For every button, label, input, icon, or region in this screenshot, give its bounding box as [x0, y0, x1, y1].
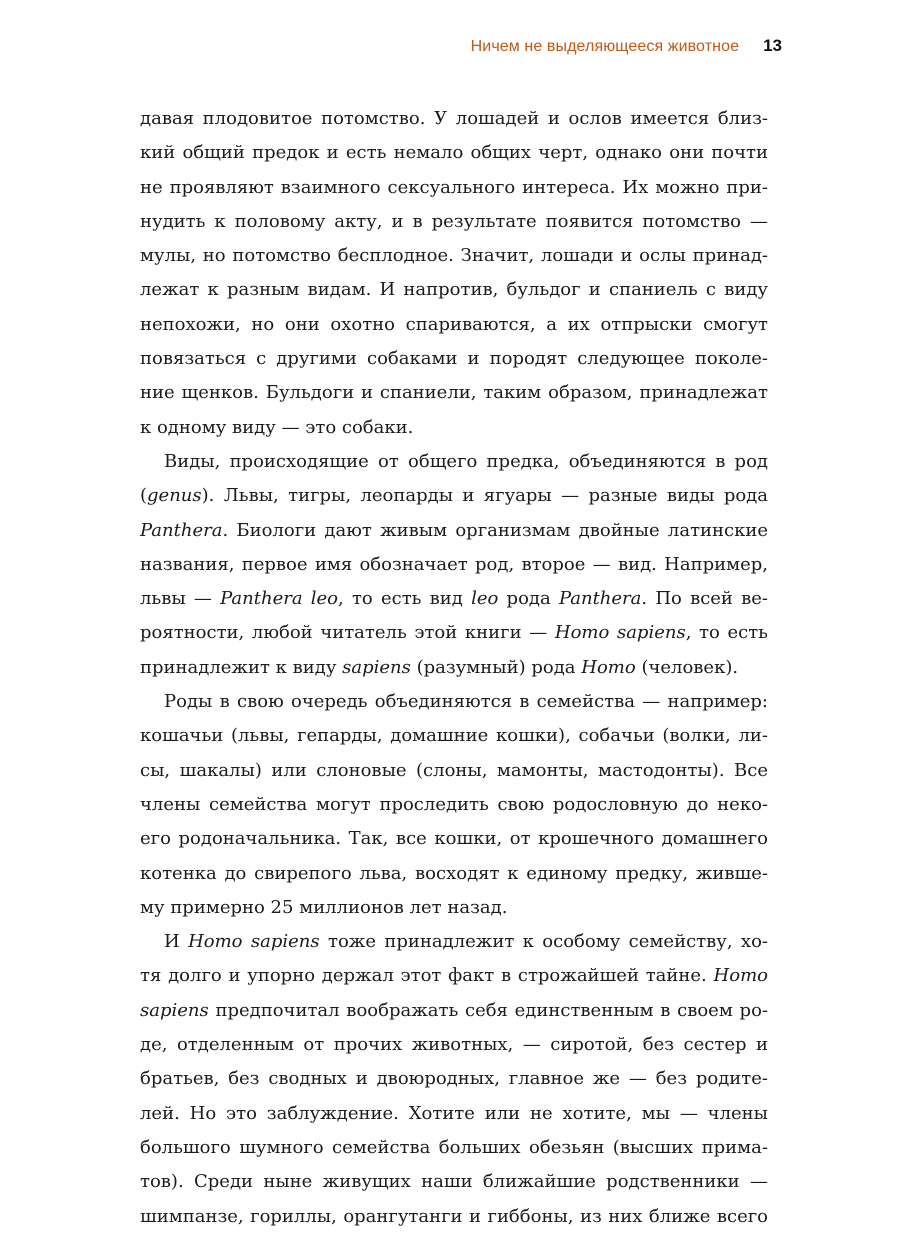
text-segment: ). Львы, тигры, леопарды и ягуары — разные виды рода — [201, 485, 768, 507]
text-segment: не проявляют взаимного сексуального интереса. Их можно при- — [140, 176, 768, 198]
text-line — [140, 171, 768, 205]
text-segment: лежат к разным видам. И напротив, бульдог и спаниель с виду — [140, 279, 768, 301]
text-line — [140, 925, 768, 959]
text-segment: кошачьи (львы, гепарды, домашние кошки), собачьи (волки, ли- — [140, 725, 768, 747]
text-segment: члены семейства могут проследить свою родословную до неко- — [140, 793, 768, 815]
text-line — [140, 857, 768, 891]
text-segment: ( — [140, 485, 148, 507]
text-line — [140, 616, 768, 650]
text-segment: му примерно 25 миллионов лет назад. — [140, 896, 508, 918]
text-line — [140, 1097, 768, 1131]
text-segment: давая плодовитое потомство. У лошадей и ослов имеется близ- — [140, 108, 768, 129]
text-line — [140, 959, 768, 993]
italic-term: Homo — [713, 965, 768, 987]
text-segment: предпочитал воображать себя единственным в своем ро- — [208, 999, 768, 1021]
paragraph — [140, 685, 768, 925]
text-segment: , то есть — [685, 622, 768, 644]
text-segment: . По всей ве- — [641, 588, 769, 610]
page-number: 13 — [763, 36, 782, 55]
text-segment: братьев, без сводных и двоюродных, главное же — без родите- — [140, 1068, 768, 1090]
text-line — [140, 1200, 768, 1234]
text-segment: И — [164, 931, 189, 953]
text-segment: Роды в свою очередь объединяются в семейства — например: — [164, 691, 768, 713]
text-line — [140, 1165, 768, 1199]
text-segment: его родоначальника. Так, все кошки, от крошечного домашнего — [140, 828, 768, 850]
text-segment: сы, шакалы) или слоновые (слоны, мамонты, мастодонты). Все — [140, 759, 768, 781]
text-line — [140, 994, 768, 1028]
italic-term: sapiens — [140, 999, 209, 1021]
text-segment: нудить к половому акту, и в результате появится потомство — — [140, 210, 768, 232]
italic-term: sapiens — [342, 656, 411, 678]
text-segment: рода — [498, 588, 559, 610]
text-segment: (человек). — [635, 656, 739, 678]
text-line — [140, 376, 768, 410]
text-line — [140, 479, 768, 513]
text-line — [140, 514, 768, 548]
text-segment: большого шумного семейства больших обезьян (высших прима- — [140, 1136, 768, 1158]
text-segment: непохожи, но они охотно спариваются, а их отпрыски смогут — [140, 313, 768, 335]
text-segment: тов). Среди ныне живущих наши ближайшие родственники — — [140, 1171, 768, 1193]
page-header — [140, 36, 782, 64]
text-line — [140, 1062, 768, 1096]
text-line — [140, 273, 768, 307]
italic-term: leo — [471, 588, 499, 610]
text-line — [140, 239, 768, 273]
text-segment: львы — — [140, 588, 221, 610]
text-line — [140, 342, 768, 376]
text-segment: принадлежит к виду — [140, 656, 343, 678]
text-line — [140, 822, 768, 856]
text-line — [140, 445, 768, 479]
italic-term: Panthera — [558, 588, 642, 610]
text-line — [140, 136, 768, 170]
text-segment: к одному виду — это собаки. — [140, 416, 414, 438]
text-line — [140, 754, 768, 788]
text-line — [140, 582, 768, 616]
text-segment: котенка до свирепого льва, восходят к единому предку, жившe- — [140, 862, 768, 884]
italic-term: genus — [147, 485, 202, 507]
text-line — [140, 205, 768, 239]
text-segment: (разумный) рода — [410, 656, 582, 678]
text-segment: . Биологи дают живым организмам двойные латинские — [222, 519, 768, 541]
text-line — [140, 1131, 768, 1165]
text-segment: де, отделенным от прочих животных, — сиротой, без сестер и — [140, 1034, 768, 1056]
italic-term: Homo — [581, 656, 636, 678]
text-segment: тя долго и упорно держал этот факт в строжайшей тайне. — [140, 965, 714, 987]
text-segment: роятности, любой читатель этой книги — — [140, 622, 555, 644]
italic-term: Panthera — [140, 519, 223, 541]
text-line — [140, 685, 768, 719]
paragraph — [140, 102, 768, 445]
paragraph — [140, 445, 768, 685]
text-segment: ние щенков. Бульдоги и спаниели, таким образом, принадлежат — [140, 382, 768, 404]
text-line — [140, 411, 768, 445]
text-line — [140, 788, 768, 822]
text-line — [140, 719, 768, 753]
text-line — [140, 891, 768, 925]
text-segment: тоже принадлежит к особому семейству, хо- — [319, 931, 768, 953]
text-line — [140, 308, 768, 342]
text-segment: лей. Но это заблуждение. Хотите или не хотите, мы — члены — [140, 1102, 768, 1124]
text-line — [140, 651, 768, 685]
text-segment: , то есть вид — [338, 588, 472, 610]
italic-term: Homo sapiens — [554, 622, 686, 644]
italic-term: Homo sapiens — [188, 931, 320, 953]
running-title: Ничем не выделяющееся животное — [470, 38, 740, 55]
text-segment: Виды, происходящие от общего предка, объединяются в род — [164, 450, 768, 472]
text-segment: кий общий предок и есть немало общих черт, однако они почти — [140, 142, 768, 164]
paragraph — [140, 925, 768, 1234]
text-line — [140, 102, 768, 136]
text-segment: названия, первое имя обозначает род, второе — вид. Например, — [140, 553, 768, 575]
text-line — [140, 548, 768, 582]
text-segment: повязаться с другими собаками и породят следующее поколе- — [140, 348, 768, 370]
text-line — [140, 1028, 768, 1062]
italic-term: Panthera leo — [220, 588, 339, 610]
body-text — [140, 102, 768, 1234]
text-segment: шимпанзе, гориллы, орангутанги и гиббоны, из них ближе всего — [140, 1205, 768, 1227]
text-segment: мулы, но потомство бесплодное. Значит, лошади и ослы принад- — [140, 245, 768, 267]
